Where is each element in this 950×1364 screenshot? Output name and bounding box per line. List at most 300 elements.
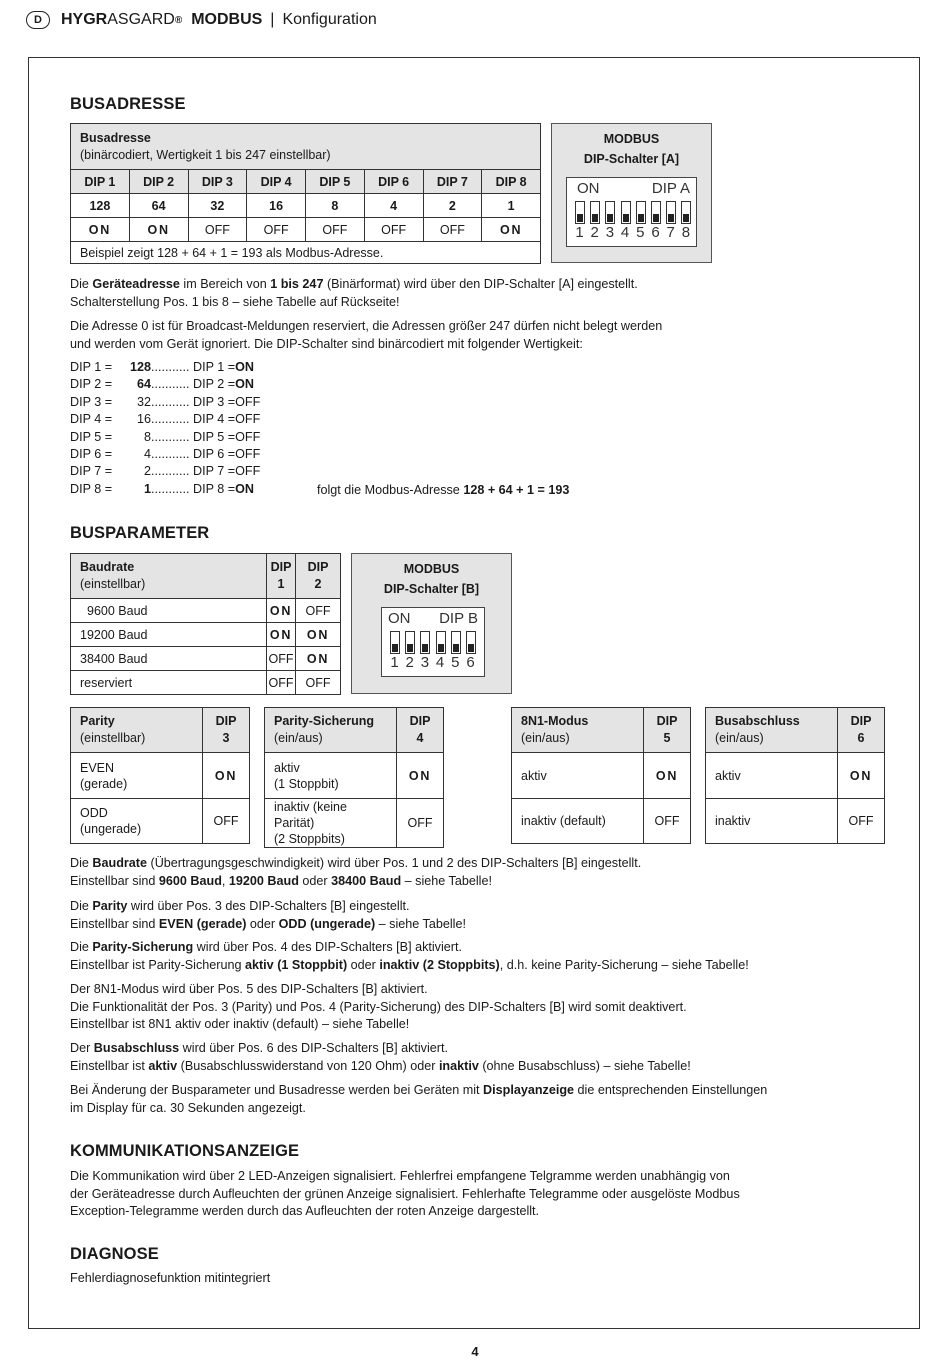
dip-list-value: 16 (136, 412, 151, 427)
dip-list-row (70, 359, 254, 377)
diagnose-heading: DIAGNOSE (70, 1245, 159, 1263)
text: wird über Pos. 3 des DIP-Schalters [B] eingestellt. (127, 899, 410, 913)
option-label (706, 753, 838, 799)
text: Die (70, 277, 93, 291)
dip-value: 2 (423, 194, 482, 218)
option-state: ON (644, 753, 691, 799)
dip-switch-b-panel (351, 553, 512, 694)
text: DIP (270, 560, 292, 574)
dip-header: DIP 8 (482, 170, 541, 194)
option-row (706, 753, 885, 799)
dip-list-dots: ........... (151, 447, 190, 461)
dip-header: DIP 2 (129, 170, 188, 194)
dip-list-row (70, 429, 260, 447)
dip-list-row (70, 446, 260, 464)
option-table-header (265, 708, 397, 753)
text: inaktiv (keine Parität) (274, 800, 347, 830)
baud-dip-state: OFF (296, 599, 341, 623)
dip-position-number: 3 (605, 224, 615, 241)
dip-state: ON (129, 218, 188, 242)
busadresse-heading: BUSADRESSE (70, 95, 186, 113)
dip-toggle (590, 201, 600, 224)
text: der Geräteadresse durch Aufleuchten der grünen Anzeige signalisiert. Fehlerhafte Telegramme oder ausgelöste Modbus (70, 1186, 740, 1201)
option-table-title: Busabschluss (715, 714, 800, 728)
option-table-title: 8N1-Modus (521, 714, 589, 728)
option-state: ON (203, 753, 250, 799)
option-table-title: Parity-Sicherung (274, 714, 375, 728)
option-row (512, 753, 691, 799)
dip-position-number: 1 (575, 224, 584, 241)
text: 5 (663, 731, 671, 745)
text: (Übertragungsgeschwindigkeit) wird über Pos. 1 und 2 des DIP-Schalters [B] eingestellt. (147, 856, 642, 870)
dip-position-number: 6 (651, 224, 660, 241)
option-state: OFF (397, 799, 444, 848)
option-table (511, 707, 691, 844)
text: wird über Pos. 4 des DIP-Schalters [B] aktiviert. (193, 940, 462, 954)
baudrate-table (70, 553, 341, 695)
text: inaktiv (default) (521, 814, 606, 828)
baud-label: 19200 Baud (71, 623, 267, 647)
dip-list-value: 128 (129, 360, 151, 374)
dip-list-dots: ........... (151, 412, 190, 427)
dip-header: DIP 5 (306, 170, 365, 194)
dip-toggle (436, 631, 446, 654)
option-label (512, 799, 644, 844)
text: 3 (222, 731, 230, 745)
text-bold: Baudrate (92, 856, 147, 870)
text-bold: ODD (ungerade) (278, 916, 376, 931)
baud-dip-state: OFF (296, 671, 341, 695)
text: Schalterstellung Pos. 1 bis 8 – siehe Tabelle auf Rückseite! (70, 294, 400, 309)
baudrate-title: Baudrate (80, 560, 135, 574)
text: Die Kommunikation wird über 2 LED-Anzeigen signalisiert. Fehlerfrei empfangene Telgramme werden unabhängig von (70, 1169, 730, 1183)
dip-list-row (70, 376, 254, 394)
dip-list-state: OFF (235, 464, 261, 479)
option-table-subtitle: (einstellbar) (80, 731, 146, 745)
dip-b-title-1: MODBUS (403, 562, 460, 576)
text: (Binärformat) wird über den DIP-Schalter [A] eingestellt. (323, 277, 638, 291)
text: 6 (857, 731, 865, 745)
dip-toggle (575, 201, 585, 224)
dip-list-label: DIP 2 = (70, 377, 113, 392)
dip-toggle-knob (453, 644, 459, 652)
dip-list-dots: ........... (151, 394, 190, 409)
text: Der (70, 1041, 94, 1055)
dip-position-number: 7 (666, 224, 675, 241)
dip-list-label: DIP 7 = (70, 464, 113, 479)
registered-mark: ® (174, 14, 183, 26)
dip-list-state: OFF (235, 447, 261, 461)
option-label (512, 753, 644, 799)
section-name: Konfiguration (282, 11, 377, 28)
option-table-subtitle: (ein/aus) (521, 731, 570, 745)
text: – siehe Tabelle! (401, 873, 492, 888)
dip-list-value: 2 (143, 464, 151, 479)
option-label (265, 799, 397, 848)
text-bold: 19200 Baud (228, 873, 299, 888)
dip-state: OFF (306, 218, 365, 242)
text: Die Adresse 0 ist für Broadcast-Meldungen reserviert, die Adressen größer 247 dürfen nicht belegt werden (70, 319, 663, 333)
option-label (71, 753, 203, 799)
busparameter-paragraph (70, 939, 749, 974)
dip-toggle-knob (653, 214, 659, 222)
option-table-subtitle: (ein/aus) (274, 731, 323, 745)
busparameter-paragraph (70, 898, 466, 933)
option-table (705, 707, 885, 844)
text: oder (246, 916, 279, 931)
baud-label: 9600 Baud (71, 599, 267, 623)
dip-list-right: DIP 7 = (193, 464, 236, 479)
option-state: OFF (838, 799, 885, 844)
dip-toggle-knob (638, 214, 644, 222)
option-row (512, 799, 691, 844)
text: Der 8N1-Modus wird über Pos. 5 des DIP-Schalters [B] aktiviert. (70, 982, 428, 996)
text: (ungerade) (80, 822, 142, 836)
dip-value: 32 (188, 194, 247, 218)
text: aktiv (521, 768, 547, 783)
dip-toggle-knob (668, 214, 674, 222)
dip-list-state: OFF (235, 412, 261, 427)
dip-toggle (636, 201, 646, 224)
text: ODD (80, 806, 108, 820)
dip-header: DIP 1 (71, 170, 130, 194)
dip-toggle-knob (438, 644, 444, 652)
text: Die (70, 940, 93, 954)
dip-list-state: OFF (235, 394, 261, 409)
busadresse-table-title: Busadresse (80, 130, 151, 145)
dip-list-dots: ........... (151, 360, 190, 374)
dip-position-number: 5 (636, 224, 645, 241)
busadresse-table-header (71, 124, 541, 170)
busparameter-paragraph (70, 1040, 691, 1075)
dip-header: DIP 4 (247, 170, 306, 194)
text: (gerade) (80, 776, 128, 791)
text: , d.h. keine Parity-Sicherung – siehe Tabelle! (499, 957, 749, 972)
text: Bei Änderung der Busparameter und Busadresse werden bei Geräten mit (70, 1083, 484, 1097)
dip-toggle (666, 201, 676, 224)
dip-toggle (451, 631, 461, 654)
dip-list-row (70, 481, 254, 499)
baud-dip-state: OFF (267, 647, 296, 671)
text: DIP (307, 560, 329, 574)
dip-list-state: OFF (235, 429, 261, 444)
option-table (264, 707, 444, 848)
dip-list-dots: ........... (151, 377, 190, 392)
dip-list-label: DIP 1 = (70, 360, 113, 374)
dip-list-dots: ........... (151, 481, 190, 496)
dip-toggle-knob (683, 214, 689, 222)
dip-position-number: 2 (590, 224, 599, 241)
text: die entsprechenden Einstellungen (574, 1083, 768, 1097)
dip-list-dots: ........... (151, 464, 190, 479)
dip-a-title-2: DIP-Schalter [A] (583, 152, 680, 166)
dip-value: 128 (71, 194, 130, 218)
baud-dip-state: OFF (267, 671, 296, 695)
baud-dip-state: ON (267, 599, 296, 623)
dip-list-state: ON (235, 377, 255, 392)
dip-state: OFF (247, 218, 306, 242)
dip-state: OFF (364, 218, 423, 242)
text: DIP (850, 714, 872, 728)
dip-state: OFF (188, 218, 247, 242)
dip-list-label: DIP 8 = (70, 481, 113, 496)
diagnose-text: Fehlerdiagnosefunktion mitintegriert (70, 1271, 271, 1285)
option-state: ON (838, 753, 885, 799)
option-table (70, 707, 250, 844)
busadresse-table (70, 123, 541, 264)
text-bold: 38400 Baud (331, 873, 402, 888)
text: aktiv (274, 760, 300, 775)
dip-state: ON (71, 218, 130, 242)
baud-row (71, 647, 341, 671)
text: Die (70, 856, 93, 870)
busadresse-table-subtitle: (binärcodiert, Wertigkeit 1 bis 247 einstellbar) (80, 147, 331, 162)
text: und werden vom Gerät ignoriert. Die DIP-Schalter sind binärcodiert mit folgender Wertigkeit: (70, 336, 583, 351)
dip-toggle (651, 201, 661, 224)
busadresse-paragraph-2 (70, 318, 662, 353)
dip-list-dots: ........... (151, 429, 190, 444)
dip-position-number: 6 (466, 654, 475, 671)
dip-toggle (621, 201, 631, 224)
option-table-header (706, 708, 838, 753)
text: Einstellbar ist (70, 1058, 149, 1073)
page-header (26, 11, 377, 29)
baud-dip-state: ON (267, 623, 296, 647)
text: – siehe Tabelle! (375, 916, 466, 931)
option-dip-header (838, 708, 885, 753)
text: Einstellbar ist 8N1 aktiv oder inaktiv (default) – siehe Tabelle! (70, 1017, 410, 1031)
dip-toggle (681, 201, 691, 224)
text: inaktiv (715, 814, 751, 828)
dip-toggle (390, 631, 400, 654)
option-row (265, 753, 444, 799)
option-row (71, 799, 250, 844)
busparameter-paragraph (70, 1082, 767, 1117)
dip-value-row (71, 194, 541, 218)
dip-a-on-label: ON (577, 180, 600, 197)
baud-dip1-header (267, 554, 296, 599)
dip-b-label: DIP B (439, 610, 478, 627)
text-bold: inaktiv (438, 1058, 479, 1073)
baud-label: reserviert (71, 671, 267, 695)
busparameter-paragraph (70, 855, 641, 890)
dip-switch-a (566, 177, 697, 247)
dip-toggle-knob (592, 214, 598, 222)
dip-list-right: DIP 2 = (193, 377, 236, 392)
dip-b-title-2: DIP-Schalter [B] (383, 582, 480, 596)
dip-toggle (605, 201, 615, 224)
text: Exception-Telegramme werden durch das Aufleuchten der roten Anzeige dargestellt. (70, 1204, 540, 1218)
text: im Bereich von (179, 277, 271, 291)
text: oder (298, 873, 332, 888)
dip-list-row (70, 463, 260, 481)
text: folgt die Modbus-Adresse (317, 483, 464, 497)
dip-switch-a-panel (551, 123, 712, 263)
kommunikation-heading: KOMMUNIKATIONSANZEIGE (70, 1142, 300, 1160)
text: aktiv (715, 768, 741, 783)
text-bold: inaktiv (2 Stoppbits) (379, 957, 500, 972)
option-label (71, 799, 203, 844)
baud-row (71, 623, 341, 647)
option-state: OFF (644, 799, 691, 844)
dip-list-state: ON (235, 481, 255, 496)
option-row (71, 753, 250, 799)
dip-position-number: 2 (405, 654, 414, 671)
text: oder (347, 957, 380, 972)
dip-list-right: DIP 8 = (193, 481, 236, 496)
busadresse-paragraph-1 (70, 276, 638, 311)
text: Die Funktionalität der Pos. 3 (Parity) und Pos. 4 (Parity-Sicherung) des DIP-Schalters [B] wird somit deaktivert. (70, 999, 687, 1014)
text: Einstellbar sind (70, 873, 159, 888)
dip-list-label: DIP 5 = (70, 429, 113, 444)
dip-header-row (71, 170, 541, 194)
option-row (265, 799, 444, 848)
text-bold: 1 bis 247 (270, 277, 324, 291)
dip-list-label: DIP 3 = (70, 394, 113, 409)
dip-header: DIP 6 (364, 170, 423, 194)
dip-list-row (70, 411, 260, 429)
text-bold: Geräteadresse (92, 277, 180, 291)
option-dip-header (644, 708, 691, 753)
text: (2 Stoppbits) (274, 832, 345, 846)
baud-row (71, 599, 341, 623)
baud-dip-state: ON (296, 647, 341, 671)
dip-toggle (420, 631, 430, 654)
dip-header: DIP 3 (188, 170, 247, 194)
dip-list-label: DIP 6 = (70, 447, 113, 461)
text: DIP (215, 714, 237, 728)
busadresse-example: Beispiel zeigt 128 + 64 + 1 = 193 als Modbus-Adresse. (71, 242, 541, 264)
baud-row (71, 671, 341, 695)
dip-list-right: DIP 4 = (193, 412, 236, 427)
text-bold: EVEN (gerade) (158, 916, 247, 931)
text: (ohne Busabschluss) – siehe Tabelle! (478, 1058, 691, 1073)
text: Die (70, 899, 93, 913)
text-bold: 128 + 64 + 1 = 193 (463, 483, 570, 497)
dip-toggle (466, 631, 476, 654)
dip-b-on-label: ON (388, 610, 411, 627)
brand-light: ASGARD (107, 11, 175, 28)
dip-position-number: 5 (451, 654, 460, 671)
dip-list-right: DIP 6 = (193, 447, 236, 461)
dip-list-value: 64 (136, 377, 151, 392)
dip-toggle-knob (468, 644, 474, 652)
text-bold: Parity-Sicherung (92, 940, 194, 954)
dip-value: 64 (129, 194, 188, 218)
dip-toggle-knob (407, 644, 413, 652)
busparameter-heading: BUSPARAMETER (70, 524, 210, 542)
text-bold: 9600 Baud (158, 873, 222, 888)
option-dip-header (397, 708, 444, 753)
dip-list-right: DIP 5 = (193, 429, 236, 444)
dip-list-label: DIP 4 = (70, 412, 113, 427)
dip-a-label: DIP A (651, 180, 690, 197)
text: im Display für ca. 30 Sekunden angezeigt. (70, 1100, 306, 1115)
follow-address-text (317, 482, 569, 500)
brand-bold: HYGR (61, 11, 108, 28)
text: Einstellbar ist Parity-Sicherung (70, 957, 245, 972)
dip-list-value: 8 (143, 429, 151, 444)
page-number: 4 (471, 1344, 479, 1359)
text-bold: Busabschluss (93, 1041, 180, 1055)
dip-state: OFF (423, 218, 482, 242)
dip-position-number: 1 (390, 654, 399, 671)
baudrate-header (71, 554, 267, 599)
option-table-title: Parity (80, 714, 115, 728)
option-state: ON (397, 753, 444, 799)
kommunikation-paragraph (70, 1168, 740, 1221)
dip-list-value: 32 (136, 394, 151, 409)
dip-toggle-knob (392, 644, 398, 652)
dip-state-row (71, 218, 541, 242)
text: wird über Pos. 6 des DIP-Schalters [B] aktiviert. (179, 1041, 448, 1055)
text: Einstellbar sind (70, 916, 159, 931)
dip-list-row (70, 394, 260, 412)
dip-toggle-knob (607, 214, 613, 222)
option-label (265, 753, 397, 799)
dip-position-number: 4 (620, 224, 630, 241)
text: DIP (409, 714, 431, 728)
dip-position-number: 8 (681, 224, 691, 241)
dip-switch-b (381, 607, 485, 677)
option-table-header (512, 708, 644, 753)
header-separator: | (270, 11, 275, 28)
dip-list-right: DIP 1 = (193, 360, 236, 374)
text-bold: Displayanzeige (483, 1083, 575, 1097)
option-state: OFF (203, 799, 250, 844)
option-label (706, 799, 838, 844)
text: 4 (416, 731, 424, 745)
dip-a-title-1: MODBUS (603, 132, 660, 146)
dip-list-value: 1 (143, 481, 151, 496)
dip-list-state: ON (235, 360, 255, 374)
option-table-header (71, 708, 203, 753)
text: , (221, 873, 229, 888)
dip-position-number: 3 (420, 654, 430, 671)
baud-dip2-header (296, 554, 341, 599)
option-dip-header (203, 708, 250, 753)
text: 1 (277, 577, 285, 591)
dip-toggle-knob (577, 214, 583, 222)
dip-list-value: 4 (143, 447, 151, 461)
baudrate-subtitle: (einstellbar) (80, 577, 146, 591)
option-table-subtitle: (ein/aus) (715, 731, 764, 745)
option-row (706, 799, 885, 844)
dip-toggle (405, 631, 415, 654)
text: (1 Stoppbit) (274, 776, 339, 791)
busparameter-paragraph (70, 981, 687, 1034)
dip-position-number: 4 (435, 654, 445, 671)
baud-dip-state: ON (296, 623, 341, 647)
language-badge: D (26, 11, 50, 29)
dip-toggle-knob (623, 214, 629, 222)
text: (Busabschlusswiderstand von 120 Ohm) oder (177, 1058, 439, 1073)
dip-header: DIP 7 (423, 170, 482, 194)
dip-value: 8 (306, 194, 365, 218)
product-name: MODBUS (191, 11, 263, 28)
text: 2 (314, 577, 322, 591)
text-bold: aktiv (1 Stoppbit) (244, 957, 348, 972)
baud-label: 38400 Baud (71, 647, 267, 671)
text: DIP (656, 714, 678, 728)
dip-value: 16 (247, 194, 306, 218)
dip-toggle-knob (422, 644, 428, 652)
text-bold: aktiv (148, 1058, 178, 1073)
text-bold: Parity (92, 899, 128, 913)
dip-value: 1 (482, 194, 541, 218)
dip-list-right: DIP 3 = (193, 394, 236, 409)
dip-value: 4 (364, 194, 423, 218)
